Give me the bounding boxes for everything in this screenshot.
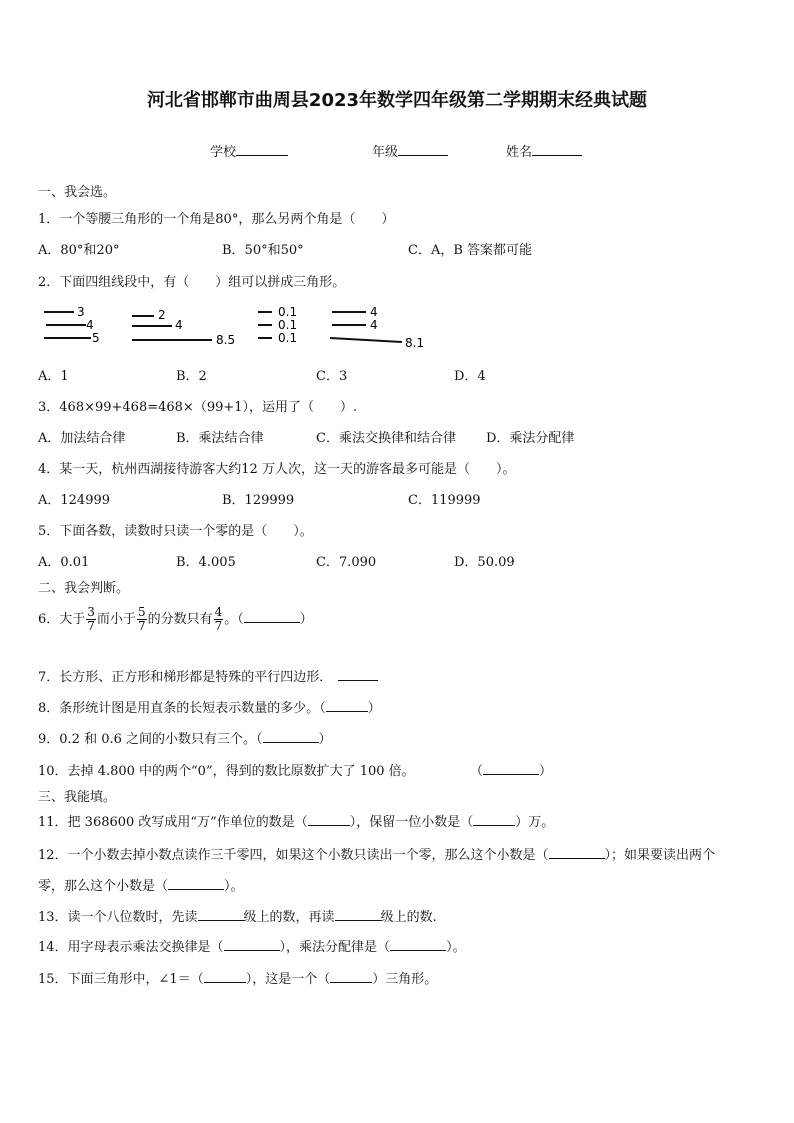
q5-option-a[interactable]: A．0.01 bbox=[38, 555, 90, 570]
q10-answer-blank[interactable] bbox=[483, 762, 539, 775]
q1-option-a[interactable]: A．80°和20° bbox=[38, 243, 120, 258]
question-3: 3．468×99+468=468×（99+1），运用了（ ）. bbox=[38, 400, 358, 415]
q15-blank-1[interactable] bbox=[204, 970, 246, 983]
question-7: 7．长方形、正方形和梯形都是特殊的平行四边形． bbox=[38, 666, 378, 685]
fraction-3-7: $\frac{3}{7}$ bbox=[87, 605, 95, 633]
question-15: 15．下面三角形中，∠1＝（ ），这是一个（ ）三角形。 bbox=[38, 972, 438, 987]
section-heading-1: 一、我会选。 bbox=[38, 185, 117, 200]
q14-blank-1[interactable] bbox=[224, 938, 280, 951]
section-heading-2: 二、我会判断。 bbox=[38, 581, 130, 596]
q12-blank-2[interactable] bbox=[168, 877, 224, 890]
seg-label: 0.1 bbox=[278, 305, 298, 319]
question-11: 11．把 368600 改写成用“万”作单位的数是（ ），保留一位小数是（ ）万。 bbox=[38, 815, 555, 830]
segment-group-1 bbox=[44, 305, 100, 345]
q4-option-b[interactable]: B．129999 bbox=[222, 493, 295, 508]
q1-option-c[interactable]: C．A，B 答案都可能 bbox=[408, 243, 533, 258]
q4-option-a[interactable]: A．124999 bbox=[38, 493, 111, 508]
seg-label: 0.1 bbox=[278, 318, 298, 332]
seg-label: 0.1 bbox=[278, 331, 298, 345]
q10-answer: （ ） bbox=[470, 764, 553, 779]
q2-option-a[interactable]: A．1 bbox=[38, 369, 69, 384]
school-field bbox=[210, 141, 288, 160]
segment-group-4 bbox=[330, 305, 424, 350]
fraction-5-7: $\frac{5}{7}$ bbox=[137, 605, 146, 633]
seg-label: 4 bbox=[175, 318, 183, 332]
q7-answer-blank[interactable] bbox=[338, 668, 378, 681]
q8-answer-blank[interactable] bbox=[326, 699, 368, 712]
seg-label: 3 bbox=[77, 305, 85, 319]
question-12-cont: 零，那么这个小数是（ ）。 bbox=[38, 879, 244, 894]
fraction-4-7: $\frac{4}{7}$ bbox=[214, 605, 223, 633]
seg-label: 4 bbox=[370, 305, 378, 319]
q11-blank-2[interactable] bbox=[473, 813, 515, 826]
seg-label: 2 bbox=[158, 308, 166, 322]
question-8: 8．条形统计图是用直条的长短表示数量的多少。（ ） bbox=[38, 701, 381, 716]
grade-label: 年级 bbox=[372, 145, 399, 160]
question-1: 1．一个等腰三角形的一个角是80°，那么另两个角是（ ） bbox=[38, 212, 395, 227]
q3-option-a[interactable]: A．加法结合律 bbox=[38, 431, 126, 446]
seg-label: 4 bbox=[370, 318, 378, 332]
school-blank[interactable] bbox=[236, 143, 288, 156]
name-field bbox=[506, 141, 582, 160]
question-14: 14．用字母表示乘法交换律是（ ），乘法分配律是（ ）。 bbox=[38, 940, 466, 955]
question-10: 10．去掉 4.800 中的两个“0”，得到的数比原数扩大了 100 倍。 bbox=[38, 764, 415, 779]
q13-blank-1[interactable] bbox=[198, 908, 244, 921]
seg-label: 5 bbox=[92, 331, 100, 345]
q4-option-c[interactable]: C．119999 bbox=[408, 493, 481, 508]
q5-option-d[interactable]: D．50.09 bbox=[454, 555, 515, 570]
question-2: 2．下面四组线段中，有（ ）组可以拼成三角形。 bbox=[38, 275, 346, 290]
q5-option-c[interactable]: C．7.090 bbox=[316, 555, 377, 570]
name-blank[interactable] bbox=[532, 143, 582, 156]
q11-blank-1[interactable] bbox=[308, 813, 350, 826]
q3-option-d[interactable]: D．乘法分配律 bbox=[486, 431, 575, 446]
q9-answer-blank[interactable] bbox=[263, 730, 319, 743]
question-5: 5．下面各数，读数时只读一个零的是（ ）。 bbox=[38, 524, 313, 539]
school-label: 学校 bbox=[210, 145, 237, 160]
q13-blank-2[interactable] bbox=[335, 908, 381, 921]
q2-option-d[interactable]: D．4 bbox=[454, 369, 486, 384]
grade-blank[interactable] bbox=[398, 143, 448, 156]
q2-option-c[interactable]: C．3 bbox=[316, 369, 348, 384]
q2-segment-figure bbox=[36, 300, 436, 352]
seg-label: 8.1 bbox=[405, 336, 425, 350]
question-9: 9．0.2 和 0.6 之间的小数只有三个。（ ） bbox=[38, 732, 332, 747]
q6-text: 6．大于 bbox=[38, 612, 86, 627]
q3-option-b[interactable]: B．乘法结合律 bbox=[176, 431, 264, 446]
q3-option-c[interactable]: C．乘法交换律和结合律 bbox=[316, 431, 456, 446]
q14-blank-2[interactable] bbox=[390, 938, 446, 951]
segment-group-3 bbox=[258, 305, 297, 345]
q2-option-b[interactable]: B．2 bbox=[176, 369, 207, 384]
page-title: 河北省邯郸市曲周县2023年数学四年级第二学期期末经典试题 bbox=[146, 90, 648, 111]
section-heading-3: 三、我能填。 bbox=[38, 790, 117, 805]
q15-blank-2[interactable] bbox=[330, 970, 372, 983]
question-13: 13．读一个八位数时，先读 级上的数，再读 级上的数. bbox=[38, 910, 437, 925]
q1-option-b[interactable]: B．50°和50° bbox=[222, 243, 304, 258]
question-6: 6．大于 $\frac{3}{7}$ 而小于 $\frac{5}{7}$ 的分数只有 $\frac{4}{7}$ 。（ ） bbox=[38, 605, 313, 633]
seg-label: 4 bbox=[86, 318, 94, 332]
q5-option-b[interactable]: B．4.005 bbox=[176, 555, 236, 570]
question-12: 12．一个小数去掉小数点读作三千零四，如果这个小数只读出一个零，那么这个小数是（ ）；如果要读出两个 bbox=[38, 848, 716, 863]
segment-group-2 bbox=[132, 308, 235, 347]
q6-answer-blank[interactable] bbox=[244, 610, 300, 623]
grade-field bbox=[372, 141, 448, 160]
name-label: 姓名 bbox=[506, 145, 533, 160]
q12-blank-1[interactable] bbox=[549, 846, 605, 859]
question-4: 4．某一天，杭州西湖接待游客大约12 万人次，这一天的游客最多可能是（ ）。 bbox=[38, 462, 516, 477]
seg-label: 8.5 bbox=[216, 333, 236, 347]
